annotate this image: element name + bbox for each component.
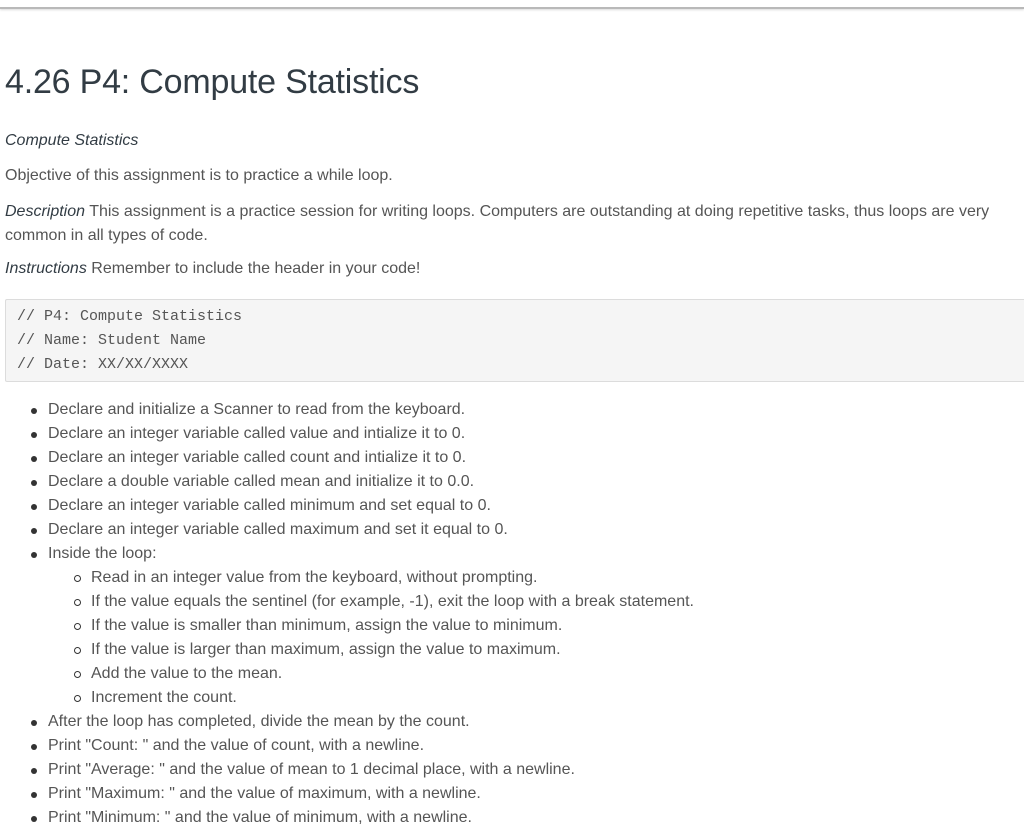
circle-bullet-icon (74, 575, 81, 582)
list-item (48, 710, 1024, 734)
list-item-text: Declare a double variable called mean and initialize it to 0.0. (48, 473, 475, 490)
bullet-icon (31, 456, 37, 462)
circle-bullet-icon (74, 671, 81, 678)
assignment-subtitle: Compute Statistics (5, 132, 139, 149)
list-item (48, 470, 1024, 494)
code-line: // Date: XX/XX/XXXX (17, 356, 189, 373)
bullet-icon (31, 768, 37, 774)
list-item-text: Print "Average: " and the value of mean to 1 decimal place, with a newline. (48, 761, 575, 778)
loop-steps-list (48, 566, 1024, 710)
list-item-text: Declare an integer variable called count and intialize it to 0. (48, 449, 467, 466)
bullet-icon (31, 504, 37, 510)
description-paragraph (5, 200, 1024, 248)
list-item-text: Declare an integer variable called value and intialize it to 0. (48, 425, 466, 442)
list-item (48, 494, 1024, 518)
list-item (48, 446, 1024, 470)
sub-list-item-text: If the value is smaller than minimum, assign the value to minimum. (91, 617, 563, 634)
bullet-icon (31, 744, 37, 750)
list-item (48, 422, 1024, 446)
list-item-text: Declare an integer variable called maximum and set it equal to 0. (48, 521, 508, 538)
bullet-icon (31, 720, 37, 726)
sub-list-item (91, 686, 1024, 710)
objective-line: Objective of this assignment is to practice a while loop. (5, 167, 393, 184)
page-title: 4.26 P4: Compute Statistics (5, 63, 420, 101)
sub-list-item (91, 614, 1024, 638)
list-item-text: After the loop has completed, divide the mean by the count. (48, 713, 470, 730)
assignment-content (5, 60, 1024, 830)
sub-list-item-text: If the value equals the sentinel (for example, -1), exit the loop with a break statement. (91, 593, 694, 610)
list-item (48, 518, 1024, 542)
list-item (48, 398, 1024, 422)
sub-list-item (91, 662, 1024, 686)
sub-list-item-text: If the value is larger than maximum, assign the value to maximum. (91, 641, 561, 658)
sub-list-item (91, 590, 1024, 614)
top-bar (0, 0, 1024, 9)
list-item (48, 734, 1024, 758)
description-text: This assignment is a practice session for writing loops. Computers are outstanding at doing repetitive tasks, thus loops are very common in all types of code. (5, 203, 990, 244)
bullet-icon (31, 480, 37, 486)
list-item (48, 782, 1024, 806)
circle-bullet-icon (74, 599, 81, 606)
list-item (48, 542, 1024, 710)
bullet-icon (31, 528, 37, 534)
list-item-text: Declare and initialize a Scanner to read from the keyboard. (48, 401, 466, 418)
sub-list-item (91, 638, 1024, 662)
circle-bullet-icon (74, 695, 81, 702)
description-label: Description (5, 203, 86, 220)
instructions-label: Instructions (5, 260, 87, 277)
steps-list (5, 398, 1024, 830)
instructions-text: Remember to include the header in your code! (86, 260, 421, 277)
list-item-text: Print "Count: " and the value of count, with a newline. (48, 737, 425, 754)
header-code-block[interactable] (5, 299, 1024, 382)
sub-list-item-text: Add the value to the mean. (91, 665, 283, 682)
list-item-text: Print "Minimum: " and the value of minimum, with a newline. (48, 809, 472, 826)
list-item (48, 758, 1024, 782)
sub-list-item-text: Increment the count. (91, 689, 237, 706)
list-item-text: Print "Maximum: " and the value of maximum, with a newline. (48, 785, 481, 802)
list-item (48, 806, 1024, 830)
bullet-icon (31, 432, 37, 438)
bullet-icon (31, 816, 37, 822)
code-line: // P4: Compute Statistics (17, 308, 243, 325)
sub-list-item-text: Read in an integer value from the keyboard, without prompting. (91, 569, 538, 586)
bullet-icon (31, 552, 37, 558)
instructions-paragraph (5, 257, 1024, 281)
objective-text (5, 164, 1024, 188)
bullet-icon (31, 408, 37, 414)
list-item-text: Declare an integer variable called minimum and set equal to 0. (48, 497, 491, 514)
circle-bullet-icon (74, 647, 81, 654)
code-line: // Name: Student Name (17, 332, 207, 349)
bullet-icon (31, 792, 37, 798)
circle-bullet-icon (74, 623, 81, 630)
sub-list-item (91, 566, 1024, 590)
list-item-text: Inside the loop: (48, 545, 157, 562)
